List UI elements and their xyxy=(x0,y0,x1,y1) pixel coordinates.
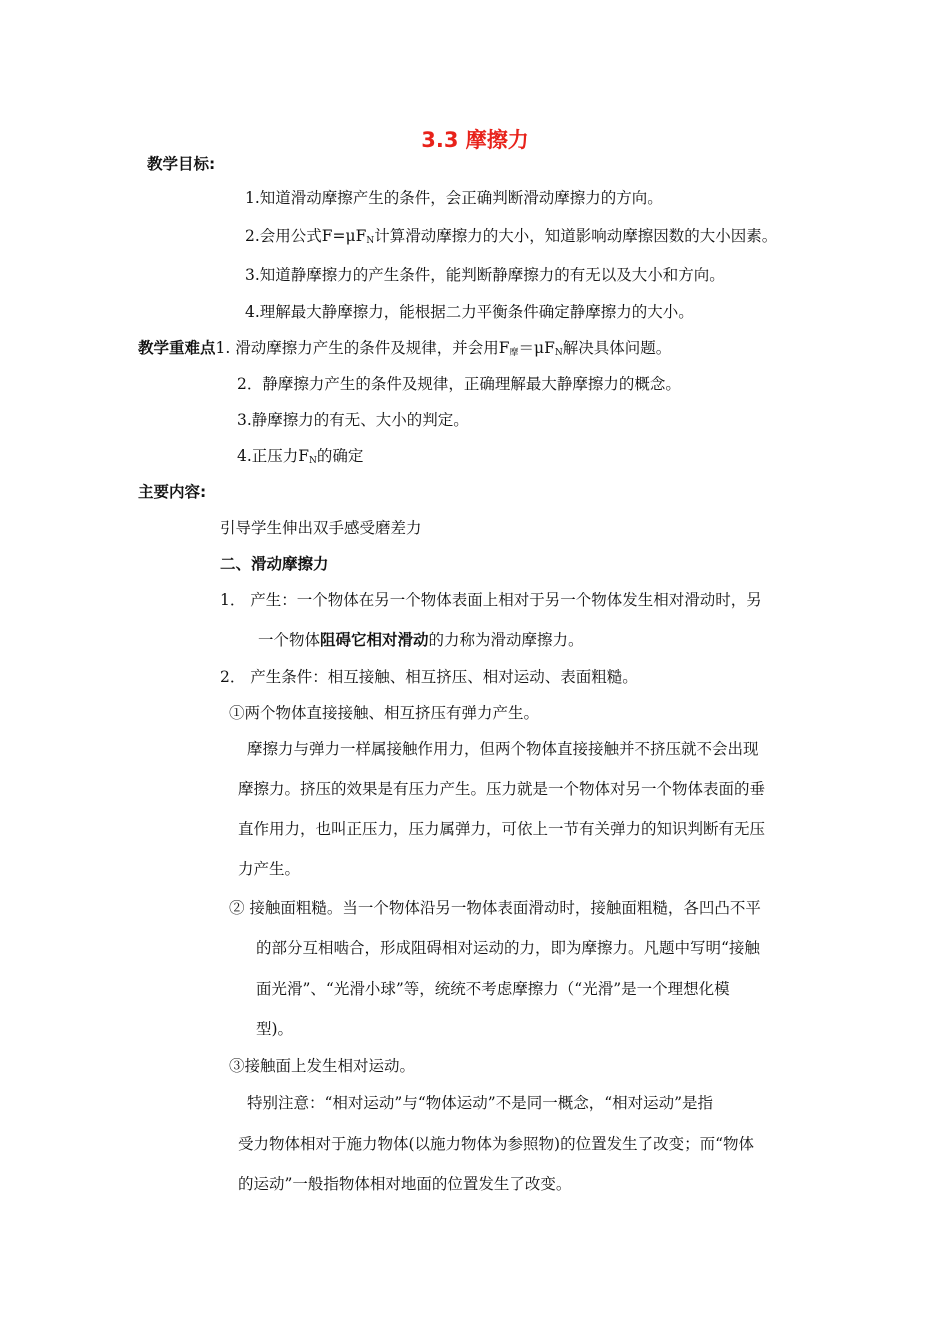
goal-item-4: 4.理解最大静摩擦力，能根据二力平衡条件确定静摩擦力的大小。 xyxy=(245,303,694,321)
main-content-heading: 主要内容: xyxy=(138,483,207,501)
intro-line: 引导学生伸出双手感受磨差力 xyxy=(220,519,422,537)
condition-1: ①两个物体直接接触、相互挤压有弹力产生。 xyxy=(229,704,540,722)
teaching-goals-heading: 教学目标: xyxy=(147,155,216,173)
condition-1-text-4: 力产生。 xyxy=(238,860,301,878)
definition-line-1: 1． 产生：一个物体在另一个物体表面上相对于另一个物体发生相对滑动时，另 xyxy=(220,591,762,609)
condition-2-text-4: 型)。 xyxy=(256,1020,294,1038)
goal-item-2: 2.会用公式$F=\mu F_N$计算滑动摩擦力的大小，知道影响动摩擦因数的大小因素。 xyxy=(245,227,778,246)
goal-item-1: 1.知道滑动摩擦产生的条件，会正确判断滑动摩擦力的方向。 xyxy=(245,189,663,207)
definition-line-2: 一个物体阻碍它相对滑动的力称为滑动摩擦力。 xyxy=(258,631,584,649)
condition-2-text-1: ② 接触面粗糙。当一个物体沿另一物体表面滑动时，接触面粗糙，各凹凸不平 xyxy=(229,899,761,917)
conditions-line: 2． 产生条件：相互接触、相互挤压、相对运动、表面粗糙。 xyxy=(220,668,638,686)
condition-1-text-3: 直作用力，也叫正压力，压力属弹力，可依上一节有关弹力的知识判断有无压 xyxy=(238,820,766,838)
note-line-3: 的运动”一般指物体相对地面的位置发生了改变。 xyxy=(238,1175,572,1193)
condition-1-text-2: 摩擦力。挤压的效果是有压力产生。压力就是一个物体对另一个物体表面的垂 xyxy=(238,780,766,798)
condition-1-text-1: 摩擦力与弹力一样属接触作用力，但两个物体直接接触并不挤压就不会出现 xyxy=(247,740,759,758)
section-heading: 二、滑动摩擦力 xyxy=(220,555,329,573)
condition-2-text-3: 面光滑”、“光滑小球”等，统统不考虑摩擦力（“光滑”是一个理想化模 xyxy=(256,980,730,998)
note-line-1: 特别注意：“相对运动”与“物体运动”不是同一概念，“相对运动”是指 xyxy=(247,1094,714,1112)
key-points-line-1: 教学重难点1. 滑动摩擦力产生的条件及规律，并会用$F_摩=\mu F_N$解决具体问题。 xyxy=(138,339,672,358)
note-line-2: 受力物体相对于施力物体(以施力物体为参照物)的位置发生了改变；而“物体 xyxy=(238,1135,755,1153)
condition-2-text-2: 的部分互相啮合，形成阻碍相对运动的力，即为摩擦力。凡题中写明“接触 xyxy=(256,939,760,957)
goal-item-3: 3.知道静摩擦力的产生条件，能判断静摩擦力的有无以及大小和方向。 xyxy=(245,266,725,284)
document-title: 3.3 摩擦力 xyxy=(421,128,529,152)
key-point-3: 3.静摩擦力的有无、大小的判定。 xyxy=(237,411,469,429)
key-point-2: 2．静摩擦力产生的条件及规律，正确理解最大静摩擦力的概念。 xyxy=(237,375,681,393)
condition-3: ③接触面上发生相对运动。 xyxy=(229,1057,416,1075)
key-point-4: 4.正压力$F_N$的确定 xyxy=(237,447,364,466)
